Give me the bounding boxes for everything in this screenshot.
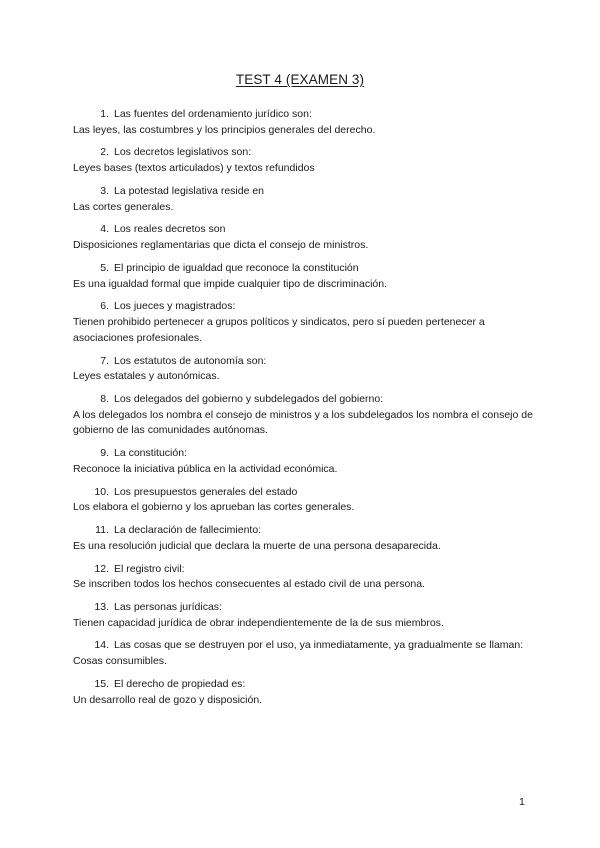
question-number: 11.	[95, 524, 109, 537]
question-item	[73, 638, 543, 669]
question-item	[73, 677, 543, 708]
question-number: 4.	[100, 223, 109, 236]
answer-text: Las cortes generales.	[73, 200, 174, 213]
question-item	[73, 107, 543, 138]
answer-text: Tienen prohibido pertenecer a grupos políticos y sindicatos, pero sí pueden pertenecer a asociaciones profesionales.	[73, 316, 485, 344]
answer-text: Las leyes, las costumbres y los principios generales del derecho.	[73, 123, 376, 136]
question-item	[73, 523, 543, 554]
question-number: 9.	[100, 447, 109, 460]
answer-text: A los delegados los nombra el consejo de ministros y a los subdelegados los nombra el consejo de gobierno de las comunidades autónomas.	[73, 408, 533, 437]
question-list	[73, 107, 543, 715]
question-number: 3.	[100, 184, 109, 197]
answer-text: Leyes bases (textos articulados) y textos refundidos	[73, 162, 315, 175]
question-item	[73, 600, 543, 631]
question-text: Los reales decretos son	[114, 223, 226, 236]
answer-text: Se inscriben todos los hechos consecuentes al estado civil de una persona.	[73, 578, 425, 591]
question-item	[73, 354, 543, 385]
question-number: 13.	[94, 601, 109, 613]
answer-text: Tienen capacidad jurídica de obrar independientemente de la de sus miembros.	[73, 616, 444, 629]
question-number: 2.	[100, 146, 109, 159]
question-number: 10.	[94, 485, 109, 498]
answer-text: Un desarrollo real de gozo y disposición.	[73, 693, 263, 706]
question-text: La declaración de fallecimiento:	[114, 524, 262, 537]
question-text: La potestad legislativa reside en	[114, 184, 265, 197]
page-title: TEST 4 (EXAMEN 3)	[235, 72, 365, 87]
question-number: 6.	[100, 300, 109, 313]
question-text: Las personas jurídicas:	[114, 601, 222, 613]
answer-text: Reconoce la iniciativa pública en la actividad económica.	[73, 462, 338, 475]
answer-text: Es una resolución judicial que declara la muerte de una persona desaparecida.	[73, 539, 441, 552]
answer-text: Es una igualdad formal que impide cualquier tipo de discriminación.	[73, 277, 388, 290]
question-item	[73, 562, 543, 593]
question-number: 5.	[100, 261, 109, 274]
question-text: Los estatutos de autonomía son:	[114, 354, 267, 367]
question-text: Los presupuestos generales del estado	[114, 485, 298, 498]
question-text: Las fuentes del ordenamiento jurídico son:	[114, 108, 312, 120]
question-item	[73, 184, 543, 215]
question-text: El derecho de propiedad es:	[114, 677, 246, 690]
question-item	[73, 392, 543, 439]
question-text: La constitución:	[114, 447, 187, 460]
question-text: El registro civil:	[114, 562, 185, 575]
page-number: 1	[519, 796, 525, 808]
question-number: 14.	[94, 639, 109, 652]
question-item	[73, 261, 543, 292]
answer-text: Cosas consumibles.	[73, 655, 167, 668]
question-item	[73, 446, 543, 477]
question-item	[73, 299, 543, 346]
answer-text: Leyes estatales y autonómicas.	[73, 370, 220, 383]
question-item	[73, 222, 543, 253]
question-text: Las cosas que se destruyen por el uso, ya inmediatamente, ya gradualmente se llaman:	[114, 639, 524, 652]
question-number: 1.	[100, 108, 109, 120]
question-number: 15.	[94, 677, 109, 690]
question-item	[73, 145, 543, 176]
answer-text: Los elabora el gobierno y los aprueban las cortes generales.	[73, 501, 355, 514]
question-text: El principio de igualdad que reconoce la constitución	[114, 261, 359, 274]
question-number: 12.	[94, 562, 109, 575]
question-text: Los jueces y magistrados:	[114, 300, 236, 313]
question-text: Los delegados del gobierno y subdelegados del gobierno:	[114, 392, 384, 405]
answer-text: Disposiciones reglamentarias que dicta el consejo de ministros.	[73, 239, 369, 252]
question-number: 7.	[100, 354, 109, 367]
question-item	[73, 485, 543, 516]
question-number: 8.	[100, 392, 109, 405]
question-text: Los decretos legislativos son:	[114, 146, 252, 159]
